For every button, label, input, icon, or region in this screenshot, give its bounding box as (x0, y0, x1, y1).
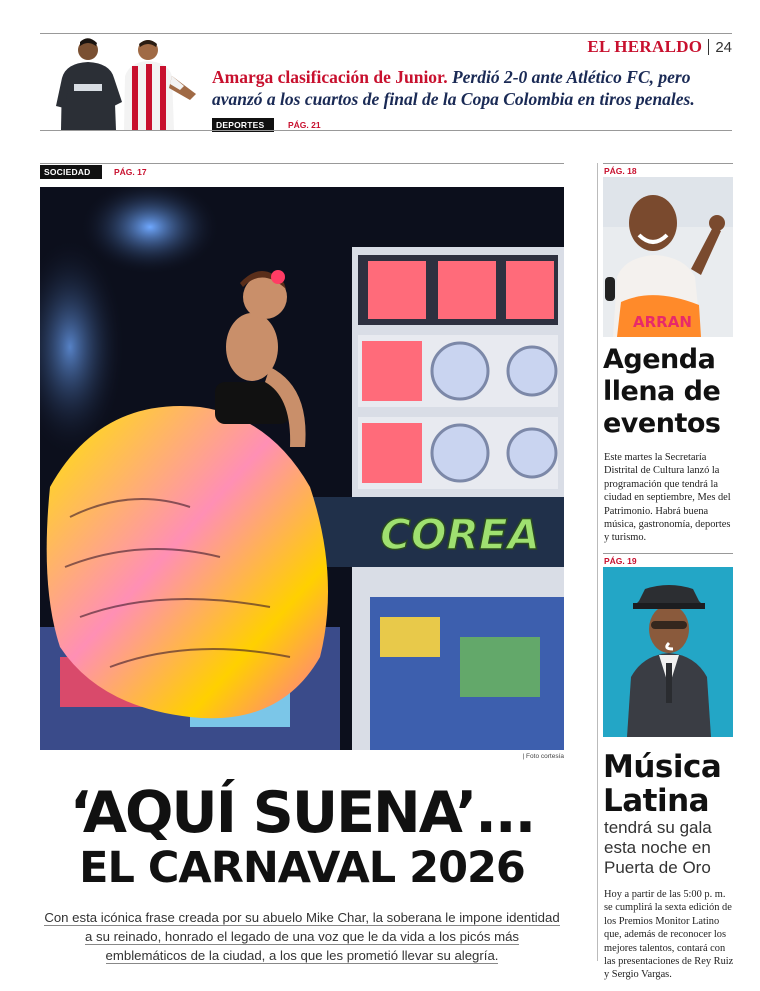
side-story-2-headline-line-2: Latina (603, 783, 710, 819)
teaser-headline: Amarga clasificación de Junior. (212, 67, 448, 87)
photo-credit: | Foto cortesía (522, 753, 564, 760)
main-page-ref[interactable]: PÁG. 17 (114, 167, 147, 177)
brand-name[interactable]: EL HERALDO (587, 37, 703, 56)
side-story-2-headline[interactable] (603, 750, 737, 818)
main-headline[interactable] (40, 782, 564, 892)
sign-text: COREA (380, 510, 541, 559)
side-story-1-body: Este martes la Secretaría Distrital de Cultura lanzó la programación que tendrá la ciudad en septiembre, Mes del Patrimonio. Habrá buena música, gastronomía, deportes y turismo. (604, 452, 731, 544)
side-story-1-headline-line-2: llena de (603, 376, 721, 407)
teaser-photo-players[interactable] (56, 36, 204, 130)
side-rule-1 (603, 163, 733, 164)
teaser-rule (40, 130, 732, 131)
side-story-1-headline[interactable] (603, 344, 737, 440)
side-story-2-page-ref[interactable]: PÁG. 19 (604, 556, 637, 566)
headline-line-2: EL CARNAVAL 2026 (79, 843, 525, 893)
teaser-text[interactable] (212, 66, 738, 110)
side-story-2-headline-line-1: Música (603, 749, 722, 785)
page-number: 24 (715, 38, 732, 56)
masthead-divider (708, 39, 709, 55)
masthead (587, 37, 732, 57)
shirt-text: ARRAN (633, 313, 692, 331)
side-story-2-body: Hoy a partir de las 5:00 p. m. se cumplirá la sexta edición de los Premios Monitor Latino que, además de reconocer los mejores talentos, contará con las presentaciones de Rey Ruiz y Sergio Vargas. (604, 889, 734, 981)
teaser-section-label[interactable]: DEPORTES (212, 118, 274, 132)
side-story-1-page-ref[interactable]: PÁG. 18 (604, 166, 637, 176)
main-deck (44, 908, 560, 965)
column-divider (597, 163, 598, 961)
main-section-tag (40, 165, 147, 179)
teaser-body: Perdió 2-0 ante Atlético FC, pero avanzó a los cuartos de final de la Copa Colombia en tiros penales. (212, 67, 695, 109)
side-story-2-subhead: tendrá su gala esta noche en Puerta de Oro (604, 818, 712, 877)
top-rule (40, 33, 732, 34)
headline-line-1: ‘AQUÍ SUENA’... (69, 780, 535, 846)
teaser-page-ref[interactable]: PÁG. 21 (288, 120, 321, 130)
deck-text: Con esta icónica frase creada por su abuelo Mike Char, la soberana le impone identidad a su reinado, honrado el legado de una voz que le da vida a los picós más emblemáticos de la ciudad, a los que les prometió llevar su alegría. (44, 910, 560, 963)
main-section-label[interactable]: SOCIEDAD (40, 165, 102, 179)
side-story-1-headline-line-1: Agenda (603, 344, 716, 375)
side-rule-2 (603, 553, 733, 554)
side-story-2-photo[interactable] (603, 567, 733, 737)
side-story-1-photo[interactable] (603, 177, 733, 337)
section-rule (40, 163, 564, 164)
main-photo-carnival-queen[interactable] (40, 187, 564, 750)
side-story-1-headline-line-3: eventos (603, 408, 721, 439)
